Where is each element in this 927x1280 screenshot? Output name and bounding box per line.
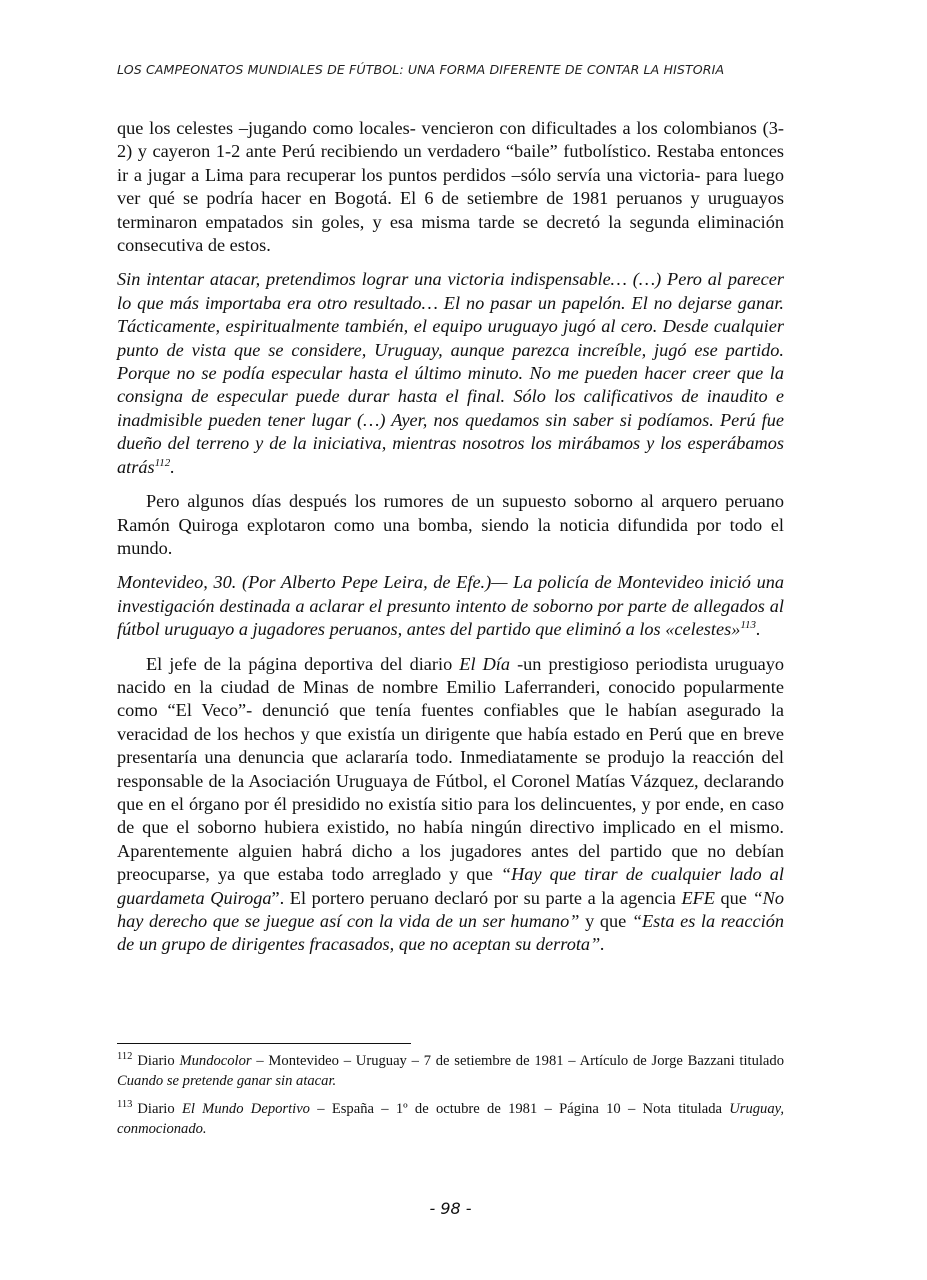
paragraph-3-text-4: que bbox=[714, 887, 753, 908]
paragraph-2: Pero algunos días después los rumores de un supuesto soborno al arquero peruano Ramón Quiroga explotaron como una bomba, siendo la noticia difundida por todo el mundo. bbox=[117, 491, 784, 558]
footnote-text: – Montevideo – Uruguay – 7 de setiembre de 1981 – Artículo de Jorge Bazzani titulado bbox=[251, 1053, 784, 1069]
footnote-source-title: Mundocolor bbox=[179, 1053, 252, 1069]
footnote-article-title: Cuando se pretende ganar sin atacar. bbox=[117, 1072, 337, 1089]
block-quote-2-text: Montevideo, 30. (Por Alberto Pepe Leira, de Efe.)— La policía de Montevideo inició una investigación destinada a aclarar el presunto intento de soborno por parte de allegados al fútbol uruguayo a jugadores peruanos, antes del partido que eliminó a los «celestes» bbox=[117, 572, 784, 640]
body-text bbox=[117, 117, 784, 968]
footnote-text: – España – 1º de octubre de 1981 – Página 10 – Nota titulada bbox=[309, 1101, 730, 1117]
paragraph-3-text-3: ”. El portero peruano declaró por su parte a la agencia bbox=[271, 887, 682, 908]
paragraph-3-text-2: -un prestigioso periodista uruguayo nacido en la ciudad de Minas de nombre Emilio Laferranderi, conocido popularmente como “El Veco”- denunció que tenía fuentes confiables que le habían asegurado la veracidad de los hechos y que existía un dirigente que había estado en Perú que en breve presentaría una denuncia que aclararía todo. Inmediatamente se produjo la reacción del responsable de la Asociación Uruguaya de Fútbol, el Coronel Matías Vázquez, declarando que en el órgano por él presidido no existía sitio para los delincuentes, y por ende, en caso de que el soborno hubiera existido, no había ningún directivo implicado en el mismo. Aparentemente alguien habrá dicho a los jugadores antes del partido que no debían preocuparse, ya que estaba todo arreglado y que bbox=[117, 653, 784, 885]
footnote-112 bbox=[117, 1052, 784, 1091]
quote-quiroga: “Hay que tirar de cualquier lado al guardameta Quiroga bbox=[117, 864, 784, 908]
footnote-divider bbox=[117, 1043, 411, 1044]
page-number: - 98 - bbox=[429, 1199, 472, 1218]
quote-no-hay-derecho: “No hay derecho que se juegue así con la vida de un ser humano” bbox=[117, 887, 784, 931]
paragraph-1: que los celestes –jugando como locales- vencieron con dificultades a los colombianos (3-2) y cayeron 1-2 ante Perú recibiendo un verdadero “baile” futbolístico. Restaba entonces ir a jugar a Lima para recuperar los puntos perdidos –sólo servía una victoria- para luego ver qué se podría hacer en Bogotá. El 6 de setiembre de 1981 peruanos y uruguayos terminaron empatados sin goles, y esa misma tarde se decretó la segunda eliminación consecutiva de estos. bbox=[117, 118, 784, 256]
block-quote-1-text: Sin intentar atacar, pretendimos lograr una victoria indispensable… (…) Pero al parecer lo que más importaba era otro resultado… El no pasar un papelón. El no dejarse ganar. Tácticamente, espiritualmente también, el equipo uruguayo jugó al cero. Desde cualquier punto de vista que se considere, Uruguay, aunque parezca increíble, jugó ese partido. Porque no se podía especular hasta el último minuto. No me pueden hacer creer que la consigna de especular puede durar hasta el final. Sólo los calificativos de inaudito e inadmisible pueden tener lugar (…) Ayer, nos quedamos sin saber si podíamos. Perú fue dueño del terreno y de la iniciativa, mientras nosotros los mirábamos y los esperábamos atrás bbox=[117, 269, 784, 477]
footnote-113 bbox=[117, 1100, 784, 1139]
footnote-text: Diario bbox=[137, 1101, 182, 1117]
paragraph-3-text-5: y que bbox=[579, 911, 632, 931]
footnote-source-title: El Mundo Deportivo bbox=[181, 1101, 310, 1117]
block-quote-1-end: . bbox=[170, 456, 175, 477]
footnote-ref-112: 112 bbox=[154, 456, 171, 469]
footnote-number: 113 bbox=[117, 1099, 133, 1110]
paragraph-3-text-1: El jefe de la página deportiva del diario bbox=[146, 653, 460, 674]
footnotes bbox=[117, 1052, 784, 1148]
quote-esta-es-la-reaccion: “Esta es la reacción de un grupo de dirigentes fracasados, que no aceptan su derrota”. bbox=[117, 911, 784, 955]
block-quote-1 bbox=[117, 268, 784, 479]
block-quote-2-end: . bbox=[756, 619, 761, 640]
footnote-ref-113: 113 bbox=[740, 619, 757, 632]
footnote-number: 112 bbox=[117, 1051, 133, 1062]
running-header: LOS CAMPEONATOS MUNDIALES DE FÚTBOL: UNA FORMA DIFERENTE DE CONTAR LA HISTORIA bbox=[117, 62, 725, 77]
block-quote-2 bbox=[117, 571, 784, 641]
newspaper-title-el-dia: El Día bbox=[459, 653, 511, 674]
paragraph-3 bbox=[117, 653, 784, 957]
footnote-article-title: Uruguay, conmocionado. bbox=[117, 1101, 784, 1137]
agency-efe: EFE bbox=[681, 887, 715, 908]
footnote-text: Diario bbox=[137, 1053, 180, 1069]
